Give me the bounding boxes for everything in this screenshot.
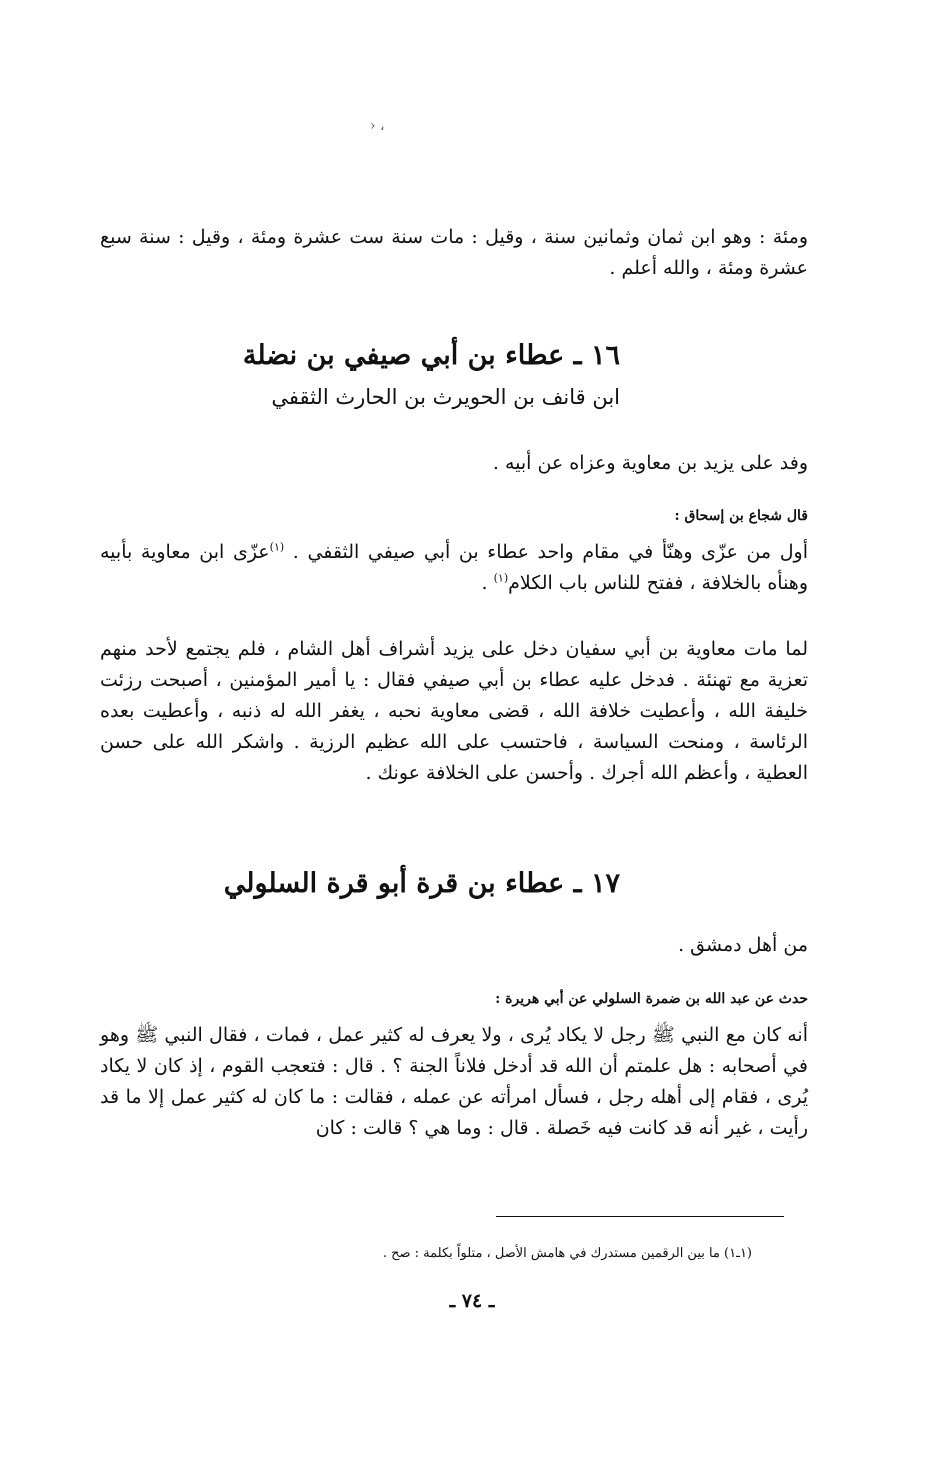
entry-17-story: أنه كان مع النبي ﷺ رجل لا يكاد يُرى ، ولا يعرف له كثير عمل ، فمات ، فقال النبي ﷺ وهو في أصحابه : هل علمتم أن الله قد أدخل فلاناً الجنة ؟ . قال : فتعجب القوم ، إذ كان لا يكاد يُرى ، فقام إلى أهله رجل ، فسأل امرأته عن عمله ، فقالت : ما كان له كثير عمل إلا ما قد رأيت ، غير أنه قد كانت فيه خَصلة . قال : وما هي ؟ قالت : كان <box>100 1024 808 1139</box>
entry-17-title: ١٧ ـ عطاء بن قرة أبو قرة السلولي <box>223 868 620 899</box>
page-number: ـ ٧٤ ـ <box>449 1290 495 1312</box>
entry-16-source-heading: قال شجاع بن إسحاق : <box>674 508 808 524</box>
intro-paragraph: ومئة : وهو ابن ثمان وثمانين سنة ، وقيل : مات سنة ست عشرة ومئة ، وقيل : سنة سبع عشرة ومئة ، والله أعلم . <box>100 226 808 279</box>
footnote-ref-open: (١) <box>269 540 285 554</box>
entry-16-note: وفد على يزيد بن معاوية وعزاه عن أبيه . <box>492 452 808 474</box>
footnote-divider <box>496 1216 784 1217</box>
entry-16-subtitle: ابن قانف بن الحويرث بن الحارث الثقفي <box>271 385 620 409</box>
entry-17-origin: من أهل دمشق . <box>678 934 808 956</box>
entry-17-source-heading: حدث عن عبد الله بن ضمرة السلولي عن أبي هريرة : <box>495 991 808 1007</box>
quote-part-2: عزّى ابن معاوية بأبيه وهنأه بالخلافة ، ففتح للناس باب الكلام <box>100 541 808 594</box>
entry-16-story: لما مات معاوية بن أبي سفيان دخل على يزيد أشراف أهل الشام ، فلم يجتمع لأحد منهم تعزية مع تهنئة . فدخل عليه عطاء بن أبي صيفي فقال : يا أمير المؤمنين ، أصبحت رزئت خليفة الله ، وأعطيت خلافة الله ، قضى معاوية نحبه ، يغفر الله له ذنبه ، وأعطيت بعده الرئاسة ، ومنحت السياسة ، فاحتسب على الله عظيم الرزية . واشكر الله على حسن العطية ، وأعظم الله أجرك . وأحسن على الخلافة عونك . <box>100 638 808 784</box>
quote-end: . <box>481 572 494 594</box>
quote-part-1: أول من عزّى وهنّأ في مقام واحد عطاء بن أبي صيفي الثقفي . <box>292 541 808 563</box>
entry-16-title: ١٦ ـ عطاء بن أبي صيفي بن نضلة <box>242 340 620 371</box>
top-mark: ، ‹ <box>370 118 385 134</box>
entry-16-quote <box>100 537 808 599</box>
footnote-ref-close: (١) <box>493 571 509 585</box>
footnote: (١ـ١) ما بين الرقمين مستدرك في هامش الأصل ، متلواً بكلمة : صح . <box>382 1246 752 1261</box>
